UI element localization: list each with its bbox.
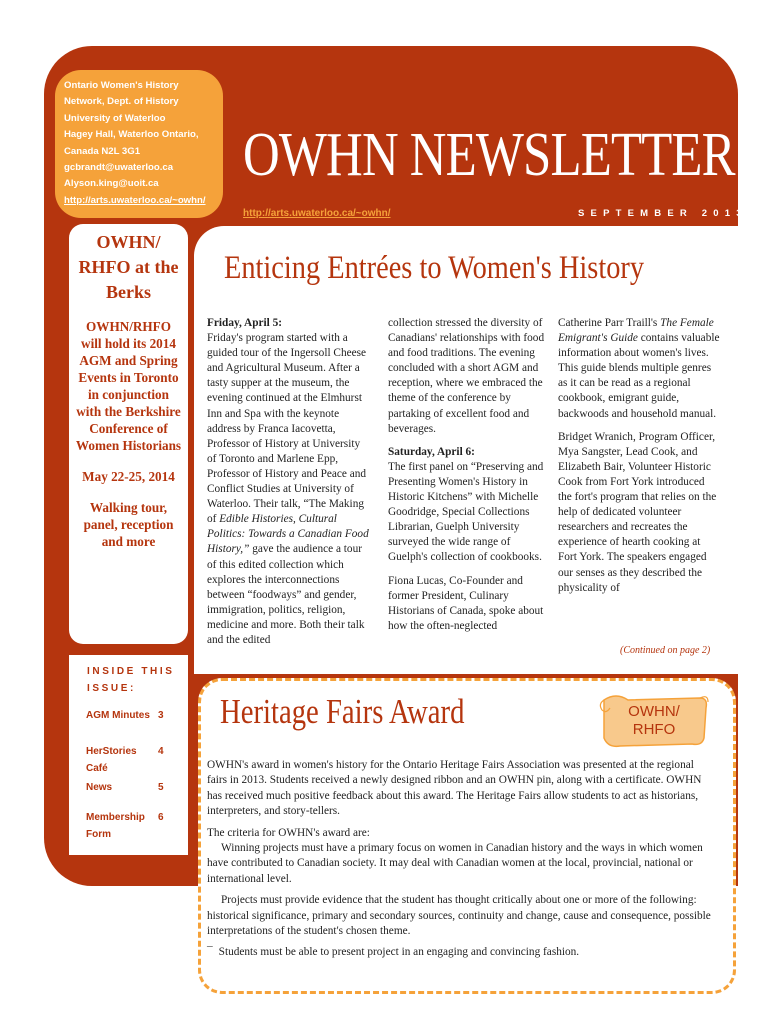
paragraph-text: collection stressed the diversity of Canadians' relationships with food and food traditions. The evening concluded with a short AGM and reception, where we embraced the theme of the conference by partaking of excellent food and beverages. — [388, 317, 545, 435]
article-column-2 — [388, 316, 551, 642]
paragraph-text: The first panel on “Preserving and Presenting Women's History in Historic Kitchens” with Michelle Goodridge, Special Collections Librarian, Guelph University surveyed the wide range of Guelph's collection of cookbooks. — [388, 460, 544, 564]
paragraph-text: contains valuable information about women's lives. This guide blends multiple genres as it can be read as a regional cookbook, emigrant guide, backwoods and household manual. — [558, 332, 720, 420]
sidebar-heading: OWHN/ RHFO at the Berks — [78, 232, 179, 302]
address-line: Ontario Women's History — [64, 80, 179, 91]
continued-note[interactable]: (Continued on page 2) — [620, 645, 711, 656]
paragraph-text: Fiona Lucas, Co-Founder and former President, Culinary Historians of Canada, spoke about how the often-neglected — [388, 574, 544, 632]
address-line: Network, Dept. of History — [64, 96, 179, 108]
criteria-item: Winning projects must have a primary focus on women in Canadian history and the ways in which women have contributed to Canadian society. It may deal with Canadian women at the local, provincial, national or international level. — [207, 842, 703, 885]
section-heading: Saturday, April 6: — [388, 445, 475, 458]
article-column-3 — [558, 316, 721, 604]
address-link[interactable]: http://arts.uwaterloo.ca/~owhn/ — [64, 194, 206, 206]
toc-item[interactable] — [86, 707, 186, 743]
toc-item[interactable] — [86, 743, 186, 779]
address-email[interactable]: gcbrandt@uwaterloo.ca — [64, 162, 174, 174]
toc-page: 4 — [158, 746, 164, 757]
criteria-heading: The criteria for OWHN's award are: — [207, 826, 370, 839]
toc-page: 5 — [158, 782, 164, 793]
address-line: University of Waterloo — [64, 112, 166, 124]
toc-name: News — [86, 782, 113, 793]
toc-name: Membership Form — [86, 812, 145, 840]
sidebar-paragraph: OWHN/RHFO will hold its 2014 AGM and Spring Events in Toronto in conjunction with the Berkshire Conference of Women Historians — [75, 319, 182, 453]
address-email[interactable]: Alyson.king@uoit.ca — [64, 178, 159, 190]
scroll-badge-icon — [596, 690, 710, 750]
address-line: Hagey Hall, Waterloo Ontario, — [64, 129, 199, 141]
paragraph-text: gave the audience a tour of this edited collection which explores the interconnections between “foodways” and gender, immigration, politics, religion, medicine and more. Both their talk and the edited — [207, 543, 365, 646]
issue-date: SEPTEMBER 2013 — [578, 208, 748, 219]
sidebar — [69, 224, 188, 644]
award-title: Heritage Fairs Award — [220, 692, 465, 731]
award-body — [207, 758, 713, 967]
badge-line-1: OWHN/ — [628, 703, 680, 720]
inside-title: INSIDE THIS ISSUE: — [87, 666, 175, 694]
address-line: Canada N2L 3G1 — [64, 145, 141, 157]
paragraph-text: Catherine Parr Traill's — [558, 317, 661, 329]
criteria-item: Projects must provide evidence that the student has thought critically about one or more of the following: historical significance, primary and secondary sources, continuity and change, cause and consequence, possible interpretations of the student's chosen theme. — [207, 894, 711, 938]
toc-page: 3 — [158, 710, 164, 721]
toc-item[interactable] — [86, 809, 186, 845]
toc-page: 6 — [158, 812, 164, 823]
address-box — [55, 70, 223, 218]
paragraph-text: Bridget Wranich, Program Officer, Mya Sangster, Lead Cook, and Elizabeth Bair, Volunteer Historic Cook from Fort York introduced the fort's program that relies on the help of dedicated volunteer researchers and recreates the experience of hearth cooking at Fort York. The speakers engaged our senses as they described the physicality of — [558, 430, 717, 594]
criteria-item: Students must be able to present project in an engaging and convincing fashion. — [218, 946, 580, 959]
badge-line-2: RHFO — [632, 721, 676, 738]
sidebar-paragraph: Walking tour, panel, reception and more — [83, 500, 174, 549]
award-paragraph: OWHN's award in women's history for the Ontario Heritage Fairs Association was presented at the regional fairs in 2013. Students received a newly designed ribbon and an OWHN pin, along with a certificate. OWHN has received much positive feedback about this award. The Heritage Fairs allow students to act as historians, interpreters, and story-tellers. — [207, 759, 702, 818]
book-title: The Female Emigrant's Guide — [558, 317, 714, 345]
sidebar-dates: May 22-25, 2014 — [82, 469, 175, 484]
table-of-contents — [86, 707, 186, 845]
newsletter-title: OWHN NEWSLETTER — [243, 121, 735, 189]
toc-name: AGM Minutes — [86, 710, 150, 721]
article-column-1 — [207, 316, 370, 656]
article-title: Enticing Entrées to Women's History — [224, 250, 645, 286]
toc-name: HerStories Café — [86, 746, 137, 774]
sidebar-body — [75, 318, 182, 564]
section-heading: Friday, April 5: — [207, 317, 283, 329]
paragraph-text: Friday's program started with a guided tour of the Ingersoll Cheese and Agricultural Museum. After a tasty supper at the museum, the evening continued at the Elmhurst Inn and Spa with the keynote address by Franca Iacovetta, Professor of History at University of Toronto and Marlene Epp, Professor of History and Peace and Conflict Studies at University of Waterloo. Their talk, “The Making of — [207, 332, 367, 526]
toc-item[interactable] — [86, 779, 186, 809]
website-link[interactable]: http://arts.uwaterloo.ca/~owhn/ — [243, 208, 391, 219]
bullet-icon: ¯ — [207, 946, 213, 959]
inside-this-issue — [69, 655, 188, 855]
book-title: Edible Histories, Cultural Politics: Towards a Canadian Food History,” — [207, 513, 369, 556]
